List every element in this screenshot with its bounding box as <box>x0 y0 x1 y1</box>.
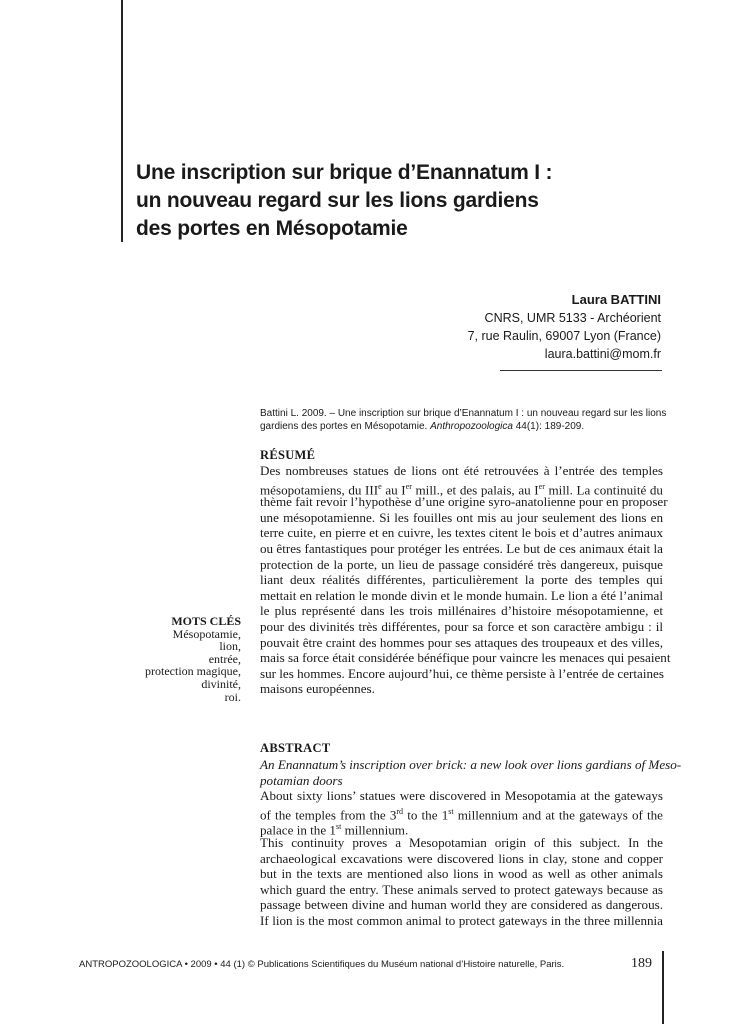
footer-journal-info: ANTROPOZOOLOGICA • 2009 • 44 (1) © Publications Scientifiques du Muséum national d’Histoire naturelle, Paris. <box>79 959 565 970</box>
resume-line: sur les hommes. Encore aujourd’hui, ce thème persiste à l’entrée de certaines <box>260 665 664 681</box>
citation-suffix: 44(1): 189-209. <box>512 420 585 432</box>
resume-line: pouvait être craint des hommes pour ses attaques des troupeaux et des villes, <box>260 634 663 650</box>
abstract-line3-b: millennium. <box>341 822 409 838</box>
abstract-line3-a: palace in the 1 <box>260 822 336 838</box>
resume-line: ou êtres fantastiques pour protéger les entrées. Le but de ces animaux était la <box>260 540 663 556</box>
keyword-item: roi. <box>224 689 241 704</box>
citation-prefix: gardiens des portes en Mésopotamie. <box>260 420 431 432</box>
author-email[interactable]: laura.battini@mom.fr <box>544 347 661 361</box>
author-address: 7, rue Raulin, 69007 Lyon (France) <box>467 329 661 343</box>
resume-line: Des nombreuses statues de lions ont été retrouvées à l’entrée des temples <box>260 463 663 478</box>
author-divider <box>500 370 662 371</box>
resume-line2-b: au I <box>381 481 406 497</box>
abstract-line2-a: of the temples from the 3 <box>260 807 397 823</box>
abstract-line: If lion is the most common animal to protect gateways in the three millennia <box>260 912 663 928</box>
top-left-vertical-rule <box>121 0 123 242</box>
citation-journal: Anthropozoologica <box>430 420 513 432</box>
abstract-heading: ABSTRACT <box>260 741 331 755</box>
resume-line2-a: mésopotamiens, du III <box>260 481 379 497</box>
resume-line2-c: mill., et des palais, au I <box>411 481 539 497</box>
title-line-1: Une inscription sur brique d’Enannatum I : <box>136 161 553 184</box>
abstract-line: passage between divine and human world they are considered as dangerous. <box>260 897 663 913</box>
superscript: st <box>335 822 342 832</box>
resume-line: thème fait revoir l’hypothèse d’une origine syro-anatolienne pour en proposer <box>260 494 668 510</box>
abstract-line: This continuity proves a Mesopotamian origin of this subject. In the <box>260 834 663 850</box>
superscript: rd <box>396 806 404 816</box>
resume-line: pour des divinités très différentes, pour sa force et son caractère ambigu : il <box>260 618 663 634</box>
resume-line: le plus représenté dans les trois millénaires d’histoire mésopotamienne, et <box>260 603 663 619</box>
author-affiliation: CNRS, UMR 5133 - Archéorient <box>484 311 661 325</box>
resume-body <box>260 463 671 697</box>
resume-line: protection de la porte, un lieu de passage considéré très dangereux, puisque <box>260 556 663 572</box>
resume-line: liant deux réalités différentes, particulièrement la porte des temples qui <box>260 572 663 588</box>
abstract-line: but in the texts are mentioned also lions in wood as well as other animals <box>260 866 663 882</box>
resume-line: mettait en relation le monde divin et le monde humain. Le lion a été l’animal <box>260 587 663 603</box>
keywords-block <box>145 615 241 703</box>
abstract-line2-b: to the 1 <box>403 807 449 823</box>
title-line-3: des portes en Mésopotamie <box>136 217 408 240</box>
resume-heading: RÉSUMÉ <box>260 448 316 462</box>
article-title <box>136 159 656 243</box>
citation-line-1: Battini L. 2009. – Une inscription sur brique d’Enannatum I : un nouveau regard sur les lions <box>260 408 667 419</box>
superscript: st <box>448 806 454 816</box>
keywords-heading: MOTS CLÉS <box>171 614 241 628</box>
superscript: er <box>405 481 412 491</box>
keyword-item: divinité, <box>201 676 241 691</box>
abstract-subtitle-line: potamian doors <box>260 772 343 788</box>
author-name: Laura BATTINI <box>571 292 661 307</box>
resume-line2-d: mill. La continuité du <box>544 481 663 497</box>
author-block <box>468 291 661 363</box>
resume-line: terre cuite, en pierre et en cuivre, les textes citent le bois et d’autres animaux <box>260 525 663 541</box>
citation-line-2 <box>260 421 664 434</box>
abstract-subtitle-line: An Enannatum’s inscription over brick: a new look over lions gardians of Meso- <box>260 757 682 772</box>
abstract-line-with-superscripts <box>260 804 663 823</box>
citation <box>260 408 667 433</box>
resume-line: mais sa force était considérée bénéfique pour vaincre les menaces qui pesaient <box>260 650 671 666</box>
superscript: er <box>538 481 545 491</box>
resume-line: maisons européennes. <box>260 681 375 697</box>
resume-line: une mésopotamienne. Si les fouilles ont mis au jour seulement des lions en <box>260 509 663 525</box>
abstract-line: which guard the entry. These animals served to protect gateways because as <box>260 881 663 897</box>
keyword-item: protection magique, <box>145 664 241 679</box>
abstract-body <box>260 757 682 929</box>
page-number: 189 <box>631 956 652 971</box>
keyword-item: lion, <box>219 639 241 654</box>
title-line-2: un nouveau regard sur les lions gardiens <box>136 189 539 212</box>
abstract-line2-c: millennium and at the gateways of the <box>453 807 663 823</box>
abstract-line: archaeological excavations were discovered lions in clay, stone and copper <box>260 850 663 866</box>
keyword-item: Mésopotamie, <box>172 626 241 641</box>
keyword-item: entrée, <box>208 651 241 666</box>
superscript: e <box>378 481 382 491</box>
abstract-line: About sixty lions’ statues were discovered in Mesopotamia at the gateways <box>260 788 663 804</box>
bottom-right-vertical-rule <box>662 951 664 1024</box>
resume-line-with-superscripts <box>260 479 663 495</box>
